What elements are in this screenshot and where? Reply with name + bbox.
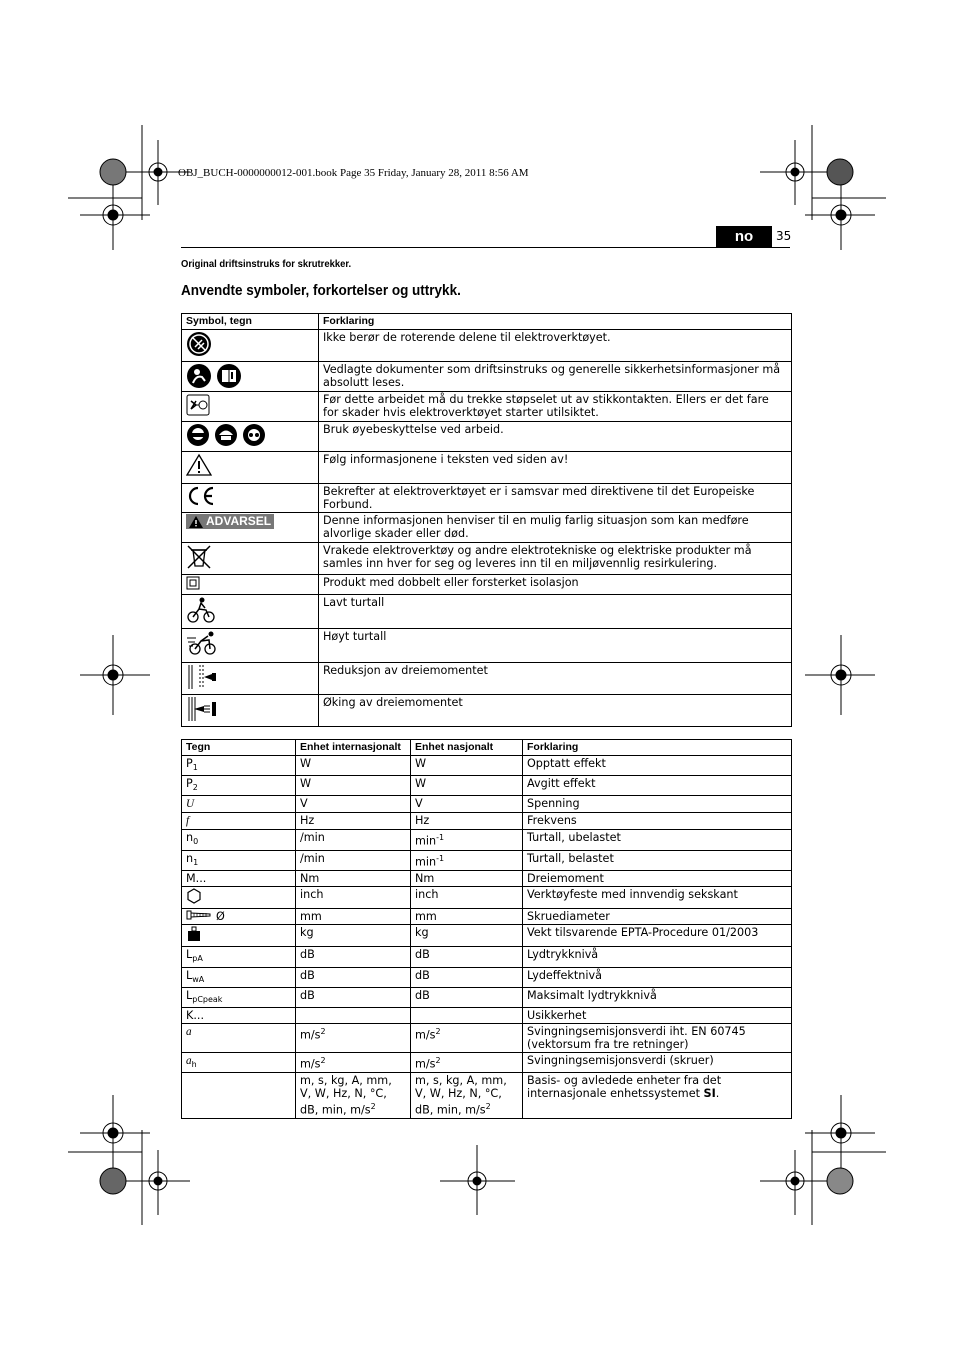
symbol-explanation: Høyt turtall <box>319 629 792 663</box>
unit-value: Hz <box>300 814 315 828</box>
unit-explanation <box>523 1053 792 1073</box>
unit-value: kg <box>300 926 314 940</box>
unit-symbol-text: L <box>186 948 193 962</box>
unit-national <box>411 870 523 886</box>
unit-superscript: 2 <box>435 1027 441 1037</box>
table-row <box>182 776 792 796</box>
table-row <box>182 967 792 987</box>
advarsel-label-icon <box>186 514 274 529</box>
explanation-text: Svingningsemisjonsverdi (skruer) <box>527 1054 714 1068</box>
unit-value: min <box>415 835 437 849</box>
symbol-explanation: Denne informasjonen henviser til en mulig farlig situasjon som kan medføre alvorlige skader eller død. <box>319 513 792 543</box>
explanation-text: Lydeffektnivå <box>527 968 602 982</box>
unit-international <box>296 813 411 830</box>
table-row <box>182 830 792 850</box>
unit-explanation <box>523 1024 792 1053</box>
unit-national <box>411 1024 523 1053</box>
unplug-icon <box>186 393 210 417</box>
unit-value: Nm <box>300 871 320 885</box>
explanation-text: Spenning <box>527 797 580 811</box>
explanation-tail: . <box>715 1087 720 1101</box>
table-row <box>182 813 792 830</box>
explanation-text: Skruediameter <box>527 909 610 923</box>
unit-national <box>411 987 523 1007</box>
explanation-text: Basis- og avledede enheter fra det internasjonale enhetssystemet <box>527 1074 722 1101</box>
subtitle: Original driftsinstruks for skrutrekker. <box>181 258 352 270</box>
unit-international <box>296 987 411 1007</box>
unit-value: kg <box>415 926 429 940</box>
table-row <box>182 908 792 925</box>
table-row <box>182 1073 792 1119</box>
unit-symbol <box>182 830 296 850</box>
weee-bin-icon <box>186 544 212 570</box>
unit-value: Hz <box>415 814 430 828</box>
symbol-explanation: Vedlagte dokumenter som driftsinstruks og generelle sikkerhetsinformasjoner må absolutt leses. <box>319 362 792 392</box>
unit-value: dB <box>415 968 430 982</box>
unit-international <box>296 967 411 987</box>
unit-symbol-text: a <box>186 1055 192 1068</box>
unit-symbol <box>182 850 296 870</box>
table-row <box>182 663 792 695</box>
unit-explanation <box>523 796 792 813</box>
read-manual-icon <box>186 363 314 389</box>
column-header: Enhet nasjonalt <box>411 740 523 756</box>
page-number: 35 <box>776 229 792 243</box>
unit-symbol-subscript: 0 <box>193 837 199 847</box>
table-row <box>182 796 792 813</box>
unit-explanation <box>523 987 792 1007</box>
table-row <box>182 925 792 947</box>
language-badge: no <box>716 226 772 247</box>
table-row <box>182 695 792 727</box>
unit-value: W <box>415 777 427 791</box>
unit-value: inch <box>300 887 324 901</box>
table-row <box>182 1008 792 1024</box>
symbol-explanation: Følg informasjonene i teksten ved siden av! <box>319 452 792 484</box>
unit-symbol <box>182 1053 296 1073</box>
unit-symbol <box>182 908 296 925</box>
table-row <box>182 1024 792 1053</box>
unit-explanation <box>523 850 792 870</box>
table-row <box>182 595 792 629</box>
table-row <box>182 947 792 967</box>
unit-national <box>411 1053 523 1073</box>
unit-explanation <box>523 1073 792 1119</box>
explanation-text: Svingningsemisjonsverdi iht. EN 60745 (vektorsum fra tre retninger) <box>527 1025 746 1052</box>
table-row <box>182 513 792 543</box>
unit-value: m/s <box>300 1028 321 1042</box>
column-header: Forklaring <box>523 740 792 756</box>
unit-symbol <box>182 813 296 830</box>
unit-superscript: -1 <box>436 833 445 843</box>
unit-international <box>296 830 411 850</box>
table-row <box>182 422 792 452</box>
unit-national <box>411 850 523 870</box>
unit-symbol-subscript: 1 <box>193 857 199 867</box>
unit-national <box>411 796 523 813</box>
symbol-explanation: Vrakede elektroverktøy og andre elektrotekniske og elektriske produkter må samles inn hver for seg og leveres inn til en miljøvennlig resirkulering. <box>319 543 792 575</box>
ce-mark-icon <box>186 485 216 507</box>
weight-icon <box>186 932 202 945</box>
unit-international <box>296 796 411 813</box>
unit-symbol-subscript: h <box>191 1060 197 1070</box>
unit-superscript: 2 <box>485 1102 491 1112</box>
table-header-row <box>182 740 792 756</box>
unit-explanation <box>523 967 792 987</box>
hex-socket-icon <box>186 894 202 907</box>
unit-national <box>411 756 523 776</box>
unit-symbol <box>182 987 296 1007</box>
unit-international <box>296 1053 411 1073</box>
table-row <box>182 870 792 886</box>
unit-value: m/s <box>415 1057 436 1071</box>
table-header-row <box>182 314 792 330</box>
torque-increase-icon <box>186 696 220 722</box>
unit-value: dB <box>300 948 315 962</box>
unit-international <box>296 947 411 967</box>
column-header: Symbol, tegn <box>182 314 319 330</box>
unit-national <box>411 813 523 830</box>
table-row <box>182 886 792 908</box>
unit-value: m/s <box>300 1057 321 1071</box>
table-row <box>182 392 792 422</box>
unit-explanation <box>523 870 792 886</box>
unit-explanation <box>523 830 792 850</box>
unit-symbol <box>182 1008 296 1024</box>
symbols-table <box>181 313 792 727</box>
unit-symbol <box>182 1024 296 1053</box>
unit-value: W <box>300 757 312 770</box>
unit-value: dB <box>415 948 430 962</box>
unit-superscript: 2 <box>320 1027 326 1037</box>
slow-bike-icon <box>186 596 216 624</box>
unit-superscript: 2 <box>370 1102 376 1112</box>
table-row <box>182 1053 792 1073</box>
unit-superscript: 2 <box>320 1056 326 1066</box>
unit-symbol <box>182 886 296 908</box>
unit-value: W <box>300 777 312 791</box>
symbol-explanation: Reduksjon av dreiemomentet <box>319 663 792 695</box>
explanation-text: Turtall, belastet <box>527 851 614 865</box>
table-row <box>182 484 792 513</box>
unit-symbol-text: U <box>186 798 195 811</box>
unit-superscript: -1 <box>436 853 445 863</box>
unit-symbol-text: K... <box>186 1009 205 1023</box>
symbol-explanation: Ikke berør de roterende delene til elektroverktøyet. <box>319 330 792 362</box>
unit-national <box>411 925 523 947</box>
symbol-explanation: Lavt turtall <box>319 595 792 629</box>
symbol-explanation: Bekrefter at elektroverktøyet er i samsvar med direktivene til det Europeiske Forbund. <box>319 484 792 513</box>
unit-national <box>411 830 523 850</box>
unit-symbol-text: P <box>186 777 193 791</box>
warning-triangle-icon <box>186 453 212 477</box>
unit-value: dB <box>300 968 315 982</box>
unit-national <box>411 967 523 987</box>
unit-international <box>296 776 411 796</box>
column-header: Tegn <box>182 740 296 756</box>
unit-value: /min <box>300 851 325 865</box>
explanation-text: Lydtrykknivå <box>527 948 599 962</box>
unit-explanation <box>523 908 792 925</box>
unit-value: mm <box>300 909 322 923</box>
table-row <box>182 629 792 663</box>
unit-value: m, s, kg, A, mm, V, W, Hz, N, °C, dB, min, m/s <box>415 1074 507 1118</box>
column-header: Enhet internasjonalt <box>296 740 411 756</box>
explanation-text: Verktøyfeste med innvendig sekskant <box>527 887 738 901</box>
unit-explanation <box>523 776 792 796</box>
unit-symbol-subscript: pA <box>192 954 203 964</box>
unit-symbol <box>182 870 296 886</box>
unit-international <box>296 850 411 870</box>
table-row <box>182 330 792 362</box>
eye-protection-icon <box>186 423 314 447</box>
symbol-explanation: Bruk øyebeskyttelse ved arbeid. <box>319 422 792 452</box>
unit-symbol-subscript: wA <box>192 974 205 984</box>
unit-national <box>411 776 523 796</box>
unit-symbol-subscript: 1 <box>192 763 198 773</box>
table-row <box>182 850 792 870</box>
section-title: Anvendte symboler, forkortelser og uttrykk. <box>181 282 461 299</box>
unit-value: mm <box>415 909 437 923</box>
header-rule <box>181 247 790 248</box>
unit-explanation <box>523 813 792 830</box>
column-header: Forklaring <box>319 314 792 330</box>
unit-value: m, s, kg, A, mm, V, W, Hz, N, °C, dB, min, m/s <box>300 1074 392 1118</box>
table-row <box>182 452 792 484</box>
book-info-line: OBJ_BUCH-0000000012-001.book Page 35 Friday, January 28, 2011 8:56 AM <box>178 167 529 179</box>
explanation-text: Frekvens <box>527 814 577 828</box>
unit-symbol-text: a <box>186 1026 192 1039</box>
unit-national <box>411 1008 523 1024</box>
unit-value: W <box>415 757 427 770</box>
symbol-explanation: Øking av dreiemomentet <box>319 695 792 727</box>
unit-value: V <box>415 797 423 811</box>
unit-value: dB <box>415 988 430 1002</box>
explanation-text: Usikkerhet <box>527 1009 587 1023</box>
table-row <box>182 756 792 776</box>
unit-explanation <box>523 1008 792 1024</box>
unit-national <box>411 1073 523 1119</box>
unit-explanation <box>523 925 792 947</box>
advarsel-label: ADVARSEL <box>206 514 272 528</box>
table-row <box>182 543 792 575</box>
unit-value: /min <box>300 831 325 845</box>
unit-symbol-text: P <box>186 757 193 770</box>
unit-symbol <box>182 967 296 987</box>
unit-value: V <box>300 797 308 811</box>
explanation-text: Maksimalt lydtrykknivå <box>527 988 657 1002</box>
unit-international <box>296 886 411 908</box>
table-row <box>182 575 792 595</box>
unit-international <box>296 1008 411 1024</box>
symbol-explanation: Produkt med dobbelt eller forsterket isolasjon <box>319 575 792 595</box>
explanation-text: Opptatt effekt <box>527 757 606 770</box>
unit-explanation <box>523 886 792 908</box>
unit-symbol-text: f <box>186 815 190 828</box>
unit-value: min <box>415 855 437 869</box>
warning-triangle-icon <box>189 516 203 528</box>
unit-international <box>296 1024 411 1053</box>
explanation-text: Vekt tilsvarende EPTA-Procedure 01/2003 <box>527 926 759 940</box>
explanation-text: Avgitt effekt <box>527 777 596 791</box>
unit-symbol <box>182 1073 296 1119</box>
fast-bike-icon <box>186 630 218 656</box>
unit-symbol <box>182 776 296 796</box>
table-row <box>182 362 792 392</box>
unit-international <box>296 908 411 925</box>
unit-symbol <box>182 947 296 967</box>
no-hands-rotating-icon <box>186 331 212 357</box>
symbol-explanation: Før dette arbeidet må du trekke støpselet ut av stikkontakten. Ellers er det fare for skader hvis elektroverktøyet starter utilsiktet. <box>319 392 792 422</box>
unit-symbol-text: Ø <box>216 909 225 923</box>
unit-symbol <box>182 925 296 947</box>
unit-value: Nm <box>415 871 435 885</box>
double-insulation-icon <box>186 576 200 590</box>
units-table-body <box>182 756 792 1119</box>
screw-diameter-icon <box>186 910 212 923</box>
explanation-text: Dreiemoment <box>527 871 604 885</box>
unit-value: dB <box>300 988 315 1002</box>
unit-international <box>296 1073 411 1119</box>
unit-value: inch <box>415 887 439 901</box>
explanation-text: Turtall, ubelastet <box>527 831 621 845</box>
unit-value: m/s <box>415 1028 436 1042</box>
unit-national <box>411 908 523 925</box>
unit-symbol-text: L <box>186 968 193 982</box>
unit-symbol-subscript: 2 <box>192 783 198 793</box>
unit-national <box>411 886 523 908</box>
unit-symbol-text: M... <box>186 871 207 885</box>
unit-explanation <box>523 756 792 776</box>
unit-symbol-text: n <box>186 851 194 865</box>
unit-symbol-subscript: pCpeak <box>192 995 223 1005</box>
unit-superscript: 2 <box>435 1056 441 1066</box>
unit-international <box>296 870 411 886</box>
explanation-bold: SI <box>703 1087 716 1101</box>
unit-national <box>411 947 523 967</box>
torque-decrease-icon <box>186 664 220 690</box>
unit-symbol <box>182 756 296 776</box>
unit-explanation <box>523 947 792 967</box>
unit-symbol <box>182 796 296 813</box>
unit-international <box>296 925 411 947</box>
unit-symbol-text: n <box>186 831 194 845</box>
table-row <box>182 987 792 1007</box>
units-table <box>181 739 792 1119</box>
unit-international <box>296 756 411 776</box>
unit-symbol-text: L <box>186 988 193 1002</box>
